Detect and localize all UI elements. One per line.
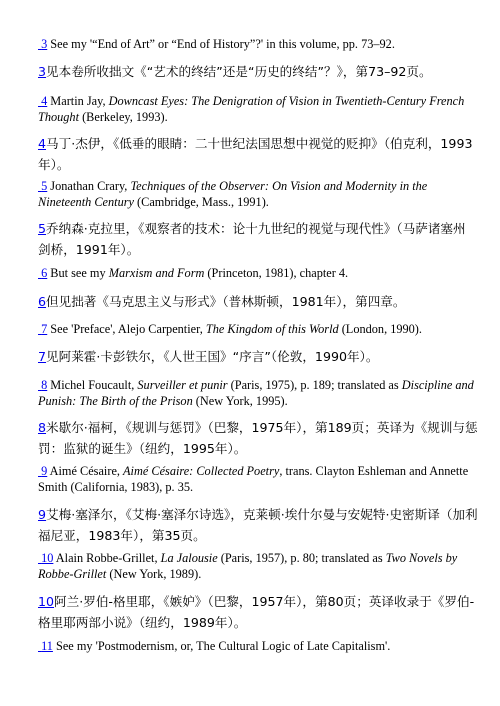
footnote-text: But see my bbox=[47, 266, 109, 280]
footnote-4-en bbox=[38, 93, 478, 125]
footnote-text: See 'Preface', Alejo Carpentier, bbox=[47, 322, 206, 336]
footnote-text: , trans. Clayton Eshleman and Annette Smith (California, 1983), p. 35. bbox=[38, 464, 469, 494]
footnote-text: Aimé Césaire, bbox=[47, 464, 124, 478]
footnote-link[interactable]: 6 bbox=[41, 266, 48, 280]
work-title: Surveiller et punir bbox=[137, 378, 228, 392]
work-title: Marxism and Form bbox=[108, 266, 205, 280]
footnote-text: Martin Jay, bbox=[47, 94, 109, 108]
footnote-link[interactable]: 10 bbox=[41, 551, 54, 565]
footnote-link[interactable]: 3 bbox=[38, 64, 47, 79]
footnote-link[interactable]: 4 bbox=[41, 94, 48, 108]
work-title: Downcast Eyes: The Denigration of Vision in Twentieth-Century French Thought bbox=[38, 94, 465, 124]
footnote-5-zh bbox=[38, 218, 478, 260]
footnote-text: See my 'Postmodernism, or, The Cultural Logic of Late Capitalism'. bbox=[52, 639, 391, 653]
footnote-text: 但见拙著《马克思主义与形式》（普林斯顿，1981年），第四章。 bbox=[46, 294, 406, 309]
footnote-link[interactable]: 5 bbox=[41, 179, 48, 193]
footnote-text: Alain Robbe-Grillet, bbox=[53, 551, 161, 565]
footnote-10-en bbox=[38, 550, 478, 582]
footnote-text: 阿兰·罗伯-格里耶，《嫉妒》（巴黎，1957年），第80页；英译收录于《罗伯-格里耶两部小说》（纽约，1989年）。 bbox=[38, 594, 475, 630]
footnote-9-en bbox=[38, 463, 478, 495]
footnote-3-en bbox=[38, 36, 478, 52]
footnote-text: (Paris, 1975), p. 189; translated as bbox=[227, 378, 402, 392]
footnote-text: 见阿莱霍·卡彭铁尔，《人世王国》“序言”（伦敦，1990年）。 bbox=[46, 349, 379, 364]
footnote-link[interactable]: 5 bbox=[38, 221, 47, 236]
work-title: La Jalousie bbox=[160, 551, 218, 565]
footnote-link[interactable]: 4 bbox=[38, 136, 47, 151]
footnote-6-zh bbox=[38, 291, 478, 312]
footnote-9-zh bbox=[38, 504, 478, 546]
footnote-link[interactable]: 11 bbox=[41, 639, 53, 653]
footnote-text: 乔纳森·克拉里，《观察者的技术：论十九世纪的视觉与现代性》（马萨诸塞州剑桥，1991年）。 bbox=[38, 221, 466, 257]
footnote-text: 米歇尔·福柯，《规训与惩罚》（巴黎，1975年），第189页；英译为《规训与惩罚：监狱的诞生》（纽约，1995年）。 bbox=[38, 420, 478, 456]
footnote-text: Michel Foucault, bbox=[47, 378, 138, 392]
footnote-text: See my '“End of Art” or “End of History”?' in this volume, pp. 73–92. bbox=[47, 37, 395, 51]
footnote-text: (Paris, 1957), p. 80; translated as bbox=[217, 551, 386, 565]
footnote-link[interactable]: 9 bbox=[41, 464, 48, 478]
footnote-7-en bbox=[38, 321, 478, 337]
footnote-text: (Princeton, 1981), chapter 4. bbox=[204, 266, 349, 280]
footnote-4-zh bbox=[38, 133, 478, 175]
footnote-text: Jonathan Crary, bbox=[47, 179, 131, 193]
footnote-link[interactable]: 8 bbox=[38, 420, 47, 435]
work-title: The Kingdom of this World bbox=[205, 322, 339, 336]
footnote-link[interactable]: 3 bbox=[41, 37, 48, 51]
footnote-11-en bbox=[38, 638, 478, 654]
footnote-link[interactable]: 8 bbox=[41, 378, 48, 392]
footnote-7-zh bbox=[38, 346, 478, 367]
footnote-text: 马丁·杰伊，《低垂的眼睛：二十世纪法国思想中视觉的贬抑》（伯克利，1993年）。 bbox=[38, 136, 473, 172]
work-title: Discipline and Punish: The Birth of the Prison bbox=[38, 378, 474, 408]
footnote-text: (Berkeley, 1993). bbox=[79, 110, 168, 124]
footnote-link[interactable]: 7 bbox=[41, 322, 48, 336]
footnote-8-en bbox=[38, 377, 478, 409]
footnote-text: (New York, 1989). bbox=[106, 567, 202, 581]
footnote-3-zh bbox=[38, 61, 478, 82]
footnote-link[interactable]: 10 bbox=[38, 594, 55, 609]
footnote-text: (London, 1990). bbox=[338, 322, 422, 336]
footnote-link[interactable]: 9 bbox=[38, 507, 47, 522]
footnote-6-en bbox=[38, 265, 478, 281]
footnote-link[interactable]: 6 bbox=[38, 294, 47, 309]
footnote-text: (New York, 1995). bbox=[192, 394, 288, 408]
footnote-10-zh bbox=[38, 591, 478, 633]
footnote-text: 艾梅·塞泽尔，《艾梅·塞泽尔诗选》，克莱顿·埃什尔曼与安妮特·史密斯译（加利福尼亚，1983年），第35页。 bbox=[38, 507, 478, 543]
work-title: Techniques of the Observer: On Vision and Modernity in the Nineteenth Century bbox=[38, 179, 428, 209]
footnote-text: (Cambridge, Mass., 1991). bbox=[133, 195, 269, 209]
footnote-5-en bbox=[38, 178, 478, 210]
work-title: Aimé Césaire: Collected Poetry bbox=[123, 464, 280, 478]
footnote-link[interactable]: 7 bbox=[38, 349, 47, 364]
work-title: Two Novels by Robbe-Grillet bbox=[38, 551, 458, 581]
footnote-text: 见本卷所收拙文《“艺术的终结”还是“历史的终结”？》，第73–92页。 bbox=[46, 64, 432, 79]
footnote-8-zh bbox=[38, 417, 478, 459]
